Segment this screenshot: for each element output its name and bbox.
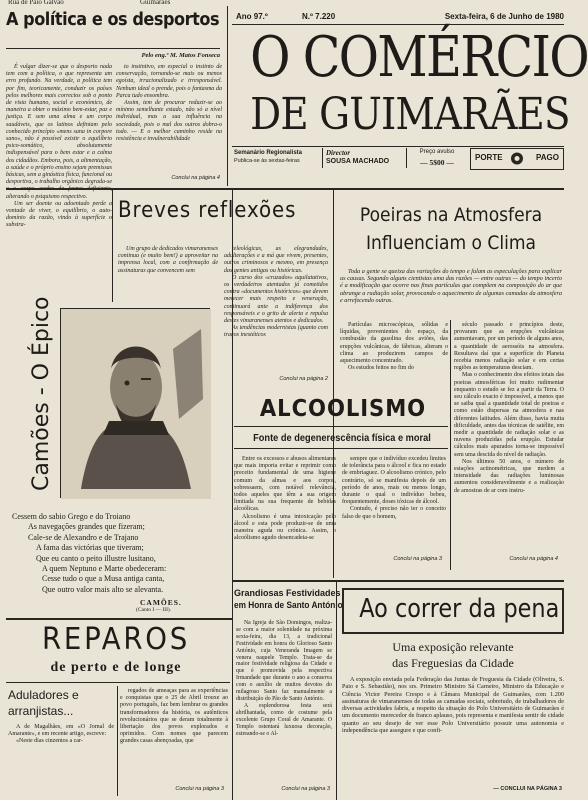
camoes-poem — [12, 512, 228, 595]
pago-label: PAGO — [536, 153, 559, 162]
correr-body: A exposição enviada pela Federação das Juntas de Freguesia da Cidade (Oliveira, S. Paio e S. Sebastião), nos srs. Primeiro Ministro Sá Carneiro, Ministro da Educação e Ciência Victor Pereira Crespo e à Câmara Municipal de Guimarães, com 1.200 assinaturas de vimaranenses de todas as camadas sociais, sobretudo, de trabalhadores de diversas actividades fabris, a respeito da situação do Polo Universitário de Guimarães é um documento merecedor de franco aplauso, pois representa e manifesta sentir de cidade quanto ao seu desejo de ver esse Polo Universitário possuir uma autonomia e independência que assegure e que confi- — [342, 676, 564, 735]
correr-headline-box — [342, 588, 564, 634]
poem-line: Cale-se de Alexandro e de Trajano — [28, 532, 139, 542]
masthead-subtitle-2: Publica-se às sextas-feiras — [234, 158, 300, 164]
correr-continued[interactable]: — CONCLUI NA PÁGINA 3 — [493, 786, 562, 792]
masthead-subtitle-1: Semanário Regionalista — [234, 150, 303, 156]
header-fragment-right: Guimarães — [140, 0, 171, 6]
poeiras-headline-1: Poeiras na Atmosfera — [359, 204, 543, 226]
poeiras-column-1: Partículas microscópicas, sólidas e líquidas, provenientes do espaço, da combustão da gasolina dos aviões, das erupções vulcânicas, de fábricas, alteram o clima ao produzirem campos de aquecimento concentrado. Os estudos feitos no fim do — [340, 322, 448, 372]
masthead-title-line1: O COMÉRCIO — [250, 25, 588, 90]
poem-line: Que outro valor mais alto se alevanta. — [42, 584, 164, 594]
issue-year: Ano 97.º — [236, 12, 268, 21]
camoes-vertical-title: Camões - O Épico — [29, 296, 54, 491]
poem-line: As navegações grandes que fizeram; — [28, 522, 145, 532]
reparos-subhead-2: arranjistas... — [8, 704, 74, 718]
poeiras-headline-2: Influenciam o Clima — [365, 232, 537, 254]
alcoolismo-column-2: sempre que o indivíduo excedeu limites de tolerância para o álcool e fica no estado de embriaguez. O alcoolismo crónico, pelo contrário, só se manifesta depois de um período de anos, mais ou menos longo, durante o qual o indivíduo bebeu, frequentemente, doses tóxicas de álcool. Contudo, é preciso não ter o conceito falso de que o homem, — [342, 456, 446, 520]
poeiras-lead: Toda a gente se queixa das variações do tempo e falam as especulações para explicar as causas. Segundo alguns cientistas uma das razões — entre outras — do tempo incerto é a modificação que ocorre nas finas partículas que compõem na composição do ar que abrange a radiação solar, provocando o aquecimento de algumas camadas da atmosfera e arrefecendo outras. — [340, 268, 562, 304]
poem-line: A fama das victórias que tiveram; — [36, 543, 144, 553]
reparos-column-2: regados de ameaças para as experiências e conquistas que o 25 de Abril trouxe ao povo português, faz bem lembrar os grandes transformadores da história, os autênticos revolucionários que se deram totalmente à libertação dos povos explorados e oprimidos. Com nomes que parecem grandes casas abençoadas, que — [120, 688, 228, 745]
poeiras-continued[interactable]: Conclui na página 4 — [509, 556, 558, 562]
poem-line: Cesse tudo o que a Musa antiga canta, — [42, 574, 165, 584]
politica-headline: A política e os desportos — [6, 10, 220, 30]
politica-column-2: to instintivo, em especial o instinto de conservação, tornando-se mais ou menos egoísta, irracionalizado e irresponsável. Nenhum ideal o prende, pois o fantasma da Parca tudo ensombra. Assim, tem de procurar reduzir-se ao mínimo semelhante estado, não só a nível individual, mas a sua influência na sociedade, pois o mal dos outros dobra-o todo. — E o melhor caminho reside na resistência e invulnerabilidade — [116, 64, 222, 143]
breves-column-2: teleológicas, as elegrandades, adulterações e a má que vivem, presentes, outros criminosos e mesmo, em presença das gentes antigas ou históricas. O curso dos «cruzados» aquilatativos, os verdadeiros atentados já cometidos contra «documentos históricos» que devem merecer mais respeito e veneração, continuará ante a indiferença dos responsáveis e o grito de alerta e repulsa destes vimaranenses atentos e dedicados. As tendências modernistas (quanto com traços inestéticos — [224, 246, 328, 339]
festividades-headline-1: Grandiosas Festividades — [234, 588, 341, 598]
camoes-signature: CAMÕES. — [140, 598, 182, 607]
posts-emblem-icon — [509, 151, 525, 166]
poem-line: Cessem do sabio Grego e do Troiano — [12, 512, 131, 521]
reparos-headline: REPAROS — [41, 622, 191, 657]
politica-column-1: É vulgar dizer-se que o desporto nada tem com a política, o que representa um erro profundo. Na verdade, a política tem por fim, teoricamente, conduzir os países pelos melhores mais correctos sob o ponto de vista humano, social e económico, de maneira a obter o máximo bem-estar, paz e justiça. E sem uma alma e um corpo saudáveis, que os latinos definiam pelo conhecido princípio «mens sana in corpore sano», não é possível existir o equilíbrio psico-somático, absolutamente indispensável para o bem estar e a calma dos cidadãos. Embora, pois, a alimentação, a saúde e o próprio ensino sejam premissas básicas, sem a ginástica física, funcional ou desportiva, o trabalho orgânico degrada-se e o corpo acaba de forma deficiente, alterando o psiquismo respectivo. Um ser doente ou adoentado perde a vontade de viver, o equilíbrio, o auto-domínio da razão, vindo à superfície o substra- — [6, 64, 112, 229]
breves-column-1: Um grupo de dedicados vimaranenses continua (e muito bem!) a aproveitar na imprensa local, com a confirmação de assinaturas que convencem sem — [118, 246, 218, 274]
poem-line: A quem Neptuno e Marte obedeceram: — [42, 564, 167, 574]
alcoolismo-headline: ALCOOLISMO — [259, 396, 427, 422]
correr-headline: Ao correr da pena — [359, 594, 560, 624]
politica-byline: Pelo eng.º M. Matos Fonseca — [141, 52, 220, 59]
correr-subhead-1: Uma exposição relevante — [392, 640, 514, 654]
reparos-subhead-1: Aduladores e — [8, 688, 79, 702]
festividades-headline-2: em Honra de Santo António — [234, 600, 343, 610]
breves-headline: Breves reflexões — [118, 198, 297, 223]
breves-continued[interactable]: Conclui na página 2 — [279, 376, 328, 382]
issue-date: Sexta-feira, 6 de Junho de 1980 — [444, 12, 564, 21]
festividades-continued[interactable]: Conclui na página 3 — [281, 786, 330, 792]
masthead-title-line2: DE GUIMARÃES — [250, 89, 570, 140]
issue-number: N.º 7.220 — [302, 12, 336, 21]
alcoolismo-subhead: Fonte de degenerescência física e moral — [253, 432, 431, 444]
festividades-column: Na Igreja de São Domingos, realiza-se com a maior solenidade na próxima sexta-feira, dia 13, a tradicional Festividade em honra do Glorioso Santo António, cuja Veneranda Imagem se venera naquele Templo. Trata-se da maior festividade religiosa da Cidade e que é promovida pela respectiva Irmandade que durante o ano a conserva com o auxílio de muitos devotos do milagroso Santo faz manualmente a distribuição do Pão de Santo António. A esplendorosa festa será abrilhantada, como de costume pela excelente Grupo Coral de Amarante. O Templo ostentará luxuosa decoração, estreando-se o Al- — [236, 620, 332, 737]
camoes-source: (Canto I — III). — [136, 607, 172, 613]
correr-subhead-2: das Freguesias da Cidade — [392, 656, 514, 670]
alcoolismo-continued[interactable]: Conclui na página 3 — [393, 556, 442, 562]
politica-continued[interactable]: Conclui na página 4 — [171, 175, 220, 181]
poem-line: Que eu canto o peito illustre lusitano, — [36, 553, 156, 563]
price-value: — 5$00 — — [420, 158, 454, 167]
alcoolismo-column-1: Entre os excessos e abusos alimentares que mais importa evitar e reprimir como preceito fundamental de uma higiene comum da almas e aos corpos, sobressaem, com notável relevância, todos aqueles que têm a sua origem limitada na sua frequente de bebidas alcoólicas. Alcoolismo é uma intoxicação pelo álcool e esta pode produzir-se de uma maneira aguda ou crónica. Assim, o alcoólismo agudo desencadeia-se — [234, 456, 336, 542]
reparos-continued[interactable]: Conclui na página 3 — [175, 786, 224, 792]
director-label: Director — [326, 149, 351, 157]
poeiras-column-2: século passado e princípios deste, provaram que as erupções vulcânicas aumentavam, por um período de alguns anos, a quantidade de aerossóis na atmosfera. Resultava daí que a superfície do Planeta recebia menos radiação solar e em certas regiões as temperaturas desciam. Mas o conhecimento dos efeitos totais das poeiras atmosféricas foi muito rudimentar enquanto o estudo se fez a partir da Terra. O seu cálculo exacto é impossível, a menos que se saiba qual a quantidade total de poeiras e como estão dispersas na atmosfera e nas diferentes latitudes. Além disso, havia muita dificuldade, antes das técnicas de satélite, em medir a quantidade de radiação solar e as nuvens produzidas pela erupção. Estudar cálculos mais apurados torna-se impossível sem uma descida do nível de radiação. Nos últimos 50 anos, o número de estações actinométricas, que medem a intensidade das radiações luminosas aumentou consideravelmente e a realização de amostras de ar com instru- — [454, 322, 564, 494]
reparos-subheadline: de perto e de longe — [50, 660, 182, 675]
porte-label: PORTE — [475, 153, 503, 162]
camoes-portrait — [60, 308, 210, 498]
director-name: SOUSA MACHADO — [326, 158, 390, 165]
price-label: Preço avulso — [419, 149, 455, 155]
reparos-column-1: A de Magalhães, em «O Jornal de Amarante», e em recente artigo, escreve: «Neste dias cinzentos a car- — [8, 724, 114, 745]
header-fragment-left: Rua de Paio Galvão — [8, 0, 64, 6]
porte-pago-box — [470, 148, 564, 170]
